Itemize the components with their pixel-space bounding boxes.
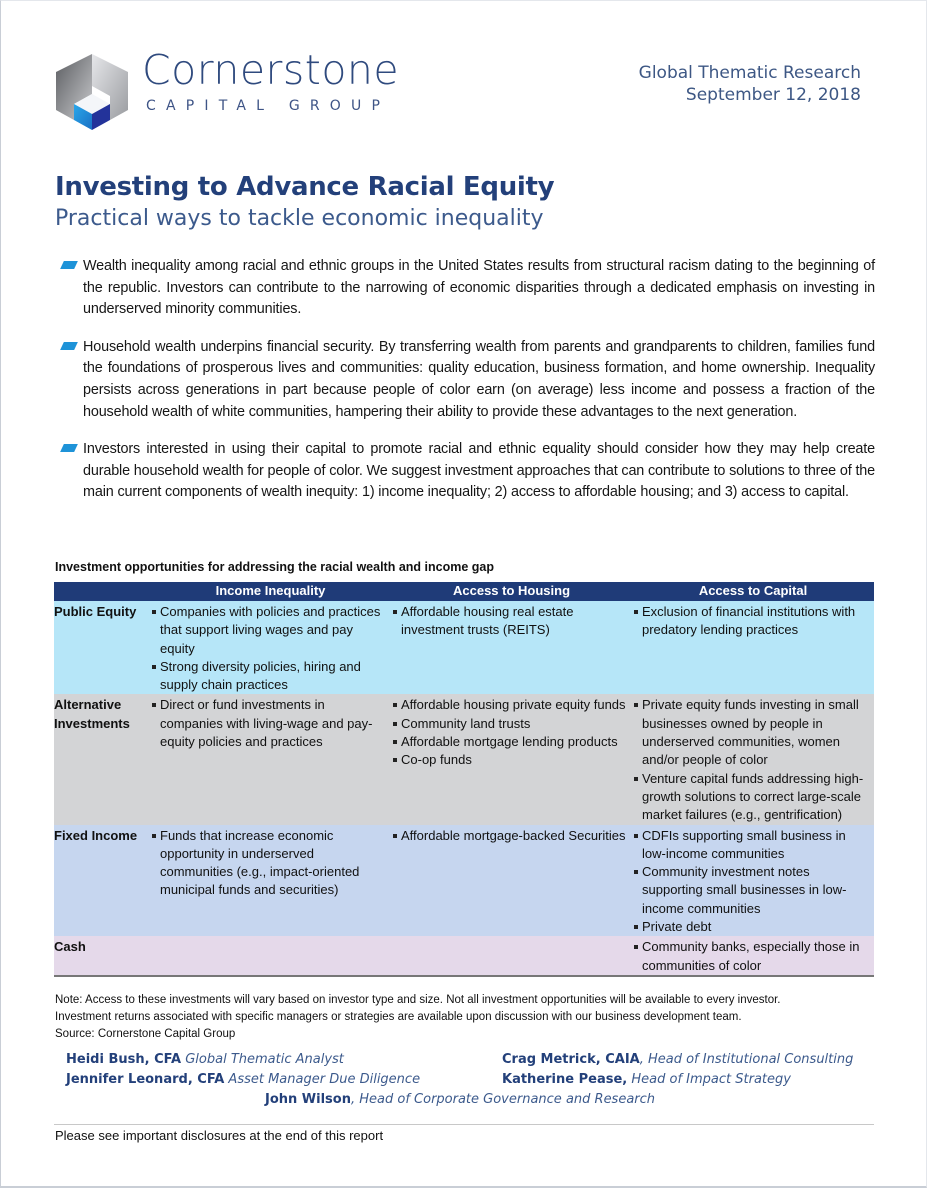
table-cell xyxy=(391,825,632,937)
bullet-text: Investors interested in using their capital to promote racial and ethnic equality should consider how they may help create durable household wealth for people of color. We suggest investment approaches that can contribute to solutions to three of the main current components of wealth inequity: 1) income inequality; 2) access to affordable housing; and 3) access to capital. xyxy=(83,441,875,501)
square-bullet-icon xyxy=(634,925,638,929)
disclosure-footer: Please see important disclosures at the end of this report xyxy=(55,1128,384,1143)
cell-item-text: Community banks, especially those in communities of color xyxy=(642,939,860,973)
cell-list xyxy=(632,827,870,937)
square-bullet-icon xyxy=(634,777,638,781)
cell-item-text: Venture capital funds addressing high-growth solutions to correct large-scale market failures (e.g., gentrification) xyxy=(642,770,864,823)
cell-item-text: Strong diversity policies, hiring and supply chain practices xyxy=(160,658,361,693)
author-credential: , CFA xyxy=(187,1072,225,1087)
square-bullet-icon xyxy=(152,610,156,614)
summary-bullet xyxy=(60,337,875,423)
column-header-housing: Access to Housing xyxy=(391,582,632,601)
square-bullet-icon xyxy=(393,722,397,726)
table-cell xyxy=(391,936,632,976)
author-name: Crag Metrick xyxy=(502,1052,596,1067)
cell-item-text: Exclusion of financial institutions with predatory lending practices xyxy=(642,604,856,638)
row-label: Fixed Income xyxy=(54,825,150,937)
row-label: Cash xyxy=(54,936,150,976)
square-bullet-icon xyxy=(393,758,397,762)
cell-item-text: Funds that increase economic opportunity in underserved communities (e.g., impact-oriented municipal funds and securities) xyxy=(160,827,360,898)
author-role: Asset Manager Due Diligence xyxy=(228,1072,421,1087)
bullet-marker-icon xyxy=(60,444,78,452)
report-meta xyxy=(639,62,861,106)
square-bullet-icon xyxy=(634,870,638,874)
cell-item xyxy=(632,696,870,769)
cell-list xyxy=(632,603,870,640)
cell-list xyxy=(391,827,628,845)
cell-item xyxy=(391,827,628,845)
cell-item xyxy=(391,696,628,714)
author-credential: , CAIA xyxy=(595,1052,640,1067)
square-bullet-icon xyxy=(152,834,156,838)
cell-item xyxy=(632,863,870,918)
author-entry xyxy=(502,1072,791,1087)
table-caption: Investment opportunities for addressing the racial wealth and income gap xyxy=(55,560,494,574)
table-header-corner xyxy=(54,582,150,601)
note-line: Note: Access to these investments will vary based on investor type and size. Not all investment opportunities will be available to every investor. xyxy=(55,994,781,1006)
square-bullet-icon xyxy=(393,703,397,707)
cell-item-text: Private debt xyxy=(642,919,712,935)
table-cell xyxy=(632,936,874,976)
summary-bullet xyxy=(60,439,875,504)
cell-item xyxy=(632,603,870,640)
cell-list xyxy=(391,696,628,769)
cell-item xyxy=(150,658,387,695)
table-cell xyxy=(632,694,874,824)
cell-item-text: CDFIs supporting small business in low-income communities xyxy=(642,827,846,861)
bullet-text: Wealth inequality among racial and ethnic groups in the United States results from structural racism dating to the beginning of the republic. Investors can contribute to the narrowing of economic disparities through a dedicated emphasis on investing in underserved minority communities. xyxy=(83,258,875,318)
document-subtitle: Practical ways to tackle economic inequality xyxy=(55,206,544,231)
footer-divider xyxy=(54,1124,874,1125)
row-label: Public Equity xyxy=(54,601,150,694)
square-bullet-icon xyxy=(634,703,638,707)
cell-list xyxy=(632,696,870,824)
table-cell xyxy=(150,825,391,937)
author-credential: , CFA xyxy=(144,1052,182,1067)
cell-item-text: Direct or fund investments in companies with living-wage and pay-equity policies and practices xyxy=(160,697,373,750)
cell-item xyxy=(391,603,628,640)
author-role: Head of Impact Strategy xyxy=(631,1072,791,1087)
cell-item xyxy=(632,827,870,864)
summary-bullet xyxy=(60,256,875,321)
table-cell xyxy=(391,694,632,824)
brand-name: Cornerstone xyxy=(142,46,400,94)
table-cell xyxy=(150,694,391,824)
author-credential: , xyxy=(622,1072,628,1087)
cell-item xyxy=(391,751,628,769)
cell-item xyxy=(150,827,387,900)
cell-list xyxy=(150,696,387,751)
cell-list xyxy=(632,938,870,975)
author-name: Jennifer Leonard xyxy=(66,1072,188,1087)
author-name: Heidi Bush xyxy=(66,1052,145,1067)
report-series: Global Thematic Research xyxy=(638,63,861,83)
square-bullet-icon xyxy=(152,703,156,707)
cell-item-text: Community investment notes supporting small businesses in low-income communities xyxy=(642,864,847,916)
square-bullet-icon xyxy=(393,834,397,838)
square-bullet-icon xyxy=(634,610,638,614)
cell-item-text: Companies with policies and practices that support living wages and pay equity xyxy=(160,604,381,656)
cell-item-text: Private equity funds investing in small businesses owned by people in underserved communities, women and/or people of color xyxy=(642,697,859,768)
cell-item xyxy=(391,733,628,751)
author-name: Katherine Pease xyxy=(502,1072,623,1087)
table-row xyxy=(54,694,874,824)
author-role: , Head of Corporate Governance and Research xyxy=(350,1092,656,1107)
cell-item-text: Affordable mortgage lending products xyxy=(401,734,618,750)
cell-list xyxy=(150,603,387,694)
cell-item xyxy=(632,938,870,975)
square-bullet-icon xyxy=(152,665,156,669)
table-cell xyxy=(150,601,391,694)
cube-logo-icon xyxy=(54,50,134,130)
cell-item-text: Affordable housing real estate investment trusts (REITS) xyxy=(401,604,574,638)
cell-item-text: Affordable mortgage-backed Securities xyxy=(401,827,626,843)
column-header-capital: Access to Capital xyxy=(632,582,874,601)
bullet-marker-icon xyxy=(60,261,78,269)
bullet-text: Household wealth underpins financial security. By transferring wealth from parents and grandparents to children, families fund the foundations of prosperous lives and communities: quality education, business formation, and home ownership. Inequality persists across generations in part because people of color earn (on average) less income and possess a fraction of the household wealth of white communities, hampering their ability to provide these advantages to the next generation. xyxy=(83,338,875,420)
square-bullet-icon xyxy=(393,740,397,744)
cell-item-text: Co-op funds xyxy=(401,752,472,768)
square-bullet-icon xyxy=(634,945,638,949)
investment-table xyxy=(54,582,874,977)
document-title: Investing to Advance Racial Equity xyxy=(55,172,555,202)
author-entry xyxy=(66,1072,420,1087)
cell-list xyxy=(391,603,628,640)
table-header-row xyxy=(54,582,874,601)
author-name: John Wilson xyxy=(265,1092,351,1107)
bullet-marker-icon xyxy=(60,342,78,350)
table-cell xyxy=(391,601,632,694)
author-role: , Head of Institutional Consulting xyxy=(639,1052,854,1067)
square-bullet-icon xyxy=(634,834,638,838)
square-bullet-icon xyxy=(393,610,397,614)
author-entry xyxy=(66,1052,344,1067)
author-role: Global Thematic Analyst xyxy=(185,1052,344,1067)
table-cell xyxy=(632,601,874,694)
cell-item xyxy=(150,696,387,751)
column-header-income: Income Inequality xyxy=(150,582,391,601)
summary-bullets xyxy=(60,256,875,520)
cell-item xyxy=(391,715,628,733)
cell-item-text: Affordable housing private equity funds xyxy=(401,697,626,713)
author-entry xyxy=(502,1052,853,1067)
brand-subtitle: CAPITAL GROUP xyxy=(146,98,391,114)
table-row xyxy=(54,601,874,694)
table-row xyxy=(54,825,874,937)
table-cell xyxy=(150,936,391,976)
cell-item-text: Community land trusts xyxy=(401,715,531,731)
table-note xyxy=(55,992,781,1043)
author-entry xyxy=(265,1092,655,1107)
table-cell xyxy=(632,825,874,937)
source-line: Source: Cornerstone Capital Group xyxy=(55,1028,236,1040)
report-date: September 12, 2018 xyxy=(685,85,861,105)
row-label: Alternative Investments xyxy=(54,694,150,824)
cell-item xyxy=(150,603,387,658)
cell-item xyxy=(632,918,870,936)
table-row xyxy=(54,936,874,976)
cell-list xyxy=(150,827,387,900)
note-line: Investment returns associated with specific managers or strategies are available upon discussion with our business development team. xyxy=(55,1011,742,1023)
cell-item xyxy=(632,770,870,825)
